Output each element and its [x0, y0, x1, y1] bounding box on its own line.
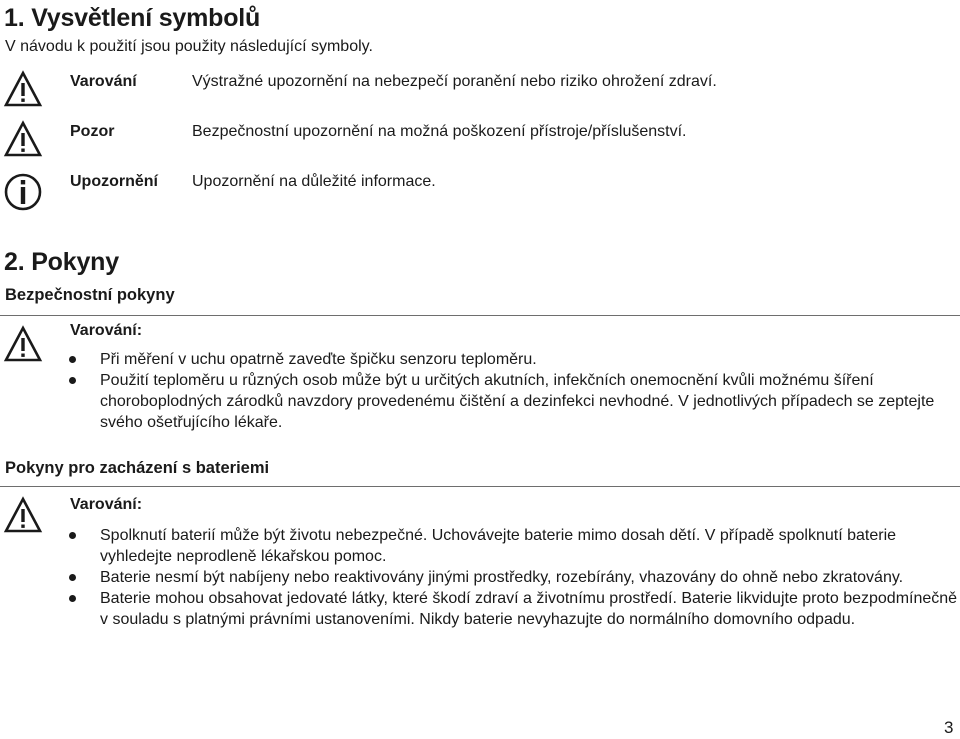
bullet — [69, 377, 76, 384]
symbol-desc-warning: Výstražné upozornění na nebezpečí poranění nebo riziko ohrožení zdraví. — [192, 73, 717, 90]
symbol-label-caution: Pozor — [70, 123, 115, 140]
section-1-title: 1. Vysvětlení symbolů — [4, 4, 261, 32]
divider — [0, 315, 960, 316]
symbol-label-notice: Upozornění — [70, 173, 158, 190]
bullet — [69, 356, 76, 363]
divider — [0, 486, 960, 487]
warning-triangle-icon — [3, 496, 43, 536]
list-item: Baterie nesmí být nabíjeny nebo reaktivovány jinými prostředky, rozebírány, vhazovány do ohně nebo zkratovány. — [68, 567, 958, 588]
info-circle-icon — [3, 172, 43, 212]
symbol-label-warning: Varování — [70, 73, 137, 90]
section-1-intro: V návodu k použití jsou použity následující symboly. — [5, 38, 373, 55]
list-item: Baterie mohou obsahovat jedovaté látky, které škodí zdraví a životnímu prostředí. Baterie likvidujte proto bezpodmínečně v souladu s platnými právními ustanoveními. Nikdy baterie nevyhazujte do normálního domovního odpadu. — [68, 588, 958, 630]
symbol-desc-notice: Upozornění na důležité informace. — [192, 173, 436, 190]
bullet — [69, 574, 76, 581]
caution-triangle-icon — [3, 120, 43, 160]
bullet — [69, 532, 76, 539]
bullet — [69, 595, 76, 602]
list-item: Použití teploměru u různých osob může být u určitých akutních, infekčních onemocnění kvůli možnému šíření choroboplodných zárodků navzdory provedenému čištění a dezinfekci nevhodné. V jednotlivých případech se zeptejte svého ošetřujícího lékaře. — [68, 370, 958, 433]
warning-triangle-icon — [3, 325, 43, 365]
battery-list — [68, 525, 958, 630]
safety-warning-label: Varování: — [70, 322, 143, 339]
battery-warning-label: Varování: — [70, 496, 143, 513]
safety-list — [68, 349, 958, 433]
battery-heading: Pokyny pro zacházení s bateriemi — [5, 459, 270, 477]
page-number: 3 — [944, 718, 954, 737]
symbol-desc-caution: Bezpečnostní upozornění na možná poškození přístroje/příslušenství. — [192, 123, 687, 140]
safety-heading: Bezpečnostní pokyny — [5, 286, 175, 304]
section-2-title: 2. Pokyny — [4, 248, 119, 276]
warning-triangle-icon — [3, 70, 43, 110]
list-item: Spolknutí baterií může být životu nebezpečné. Uchovávejte baterie mimo dosah dětí. V případě spolknutí baterie vyhledejte neprodleně lékařskou pomoc. — [68, 525, 958, 567]
list-item: Při měření v uchu opatrně zaveďte špičku senzoru teploměru. — [68, 349, 958, 370]
